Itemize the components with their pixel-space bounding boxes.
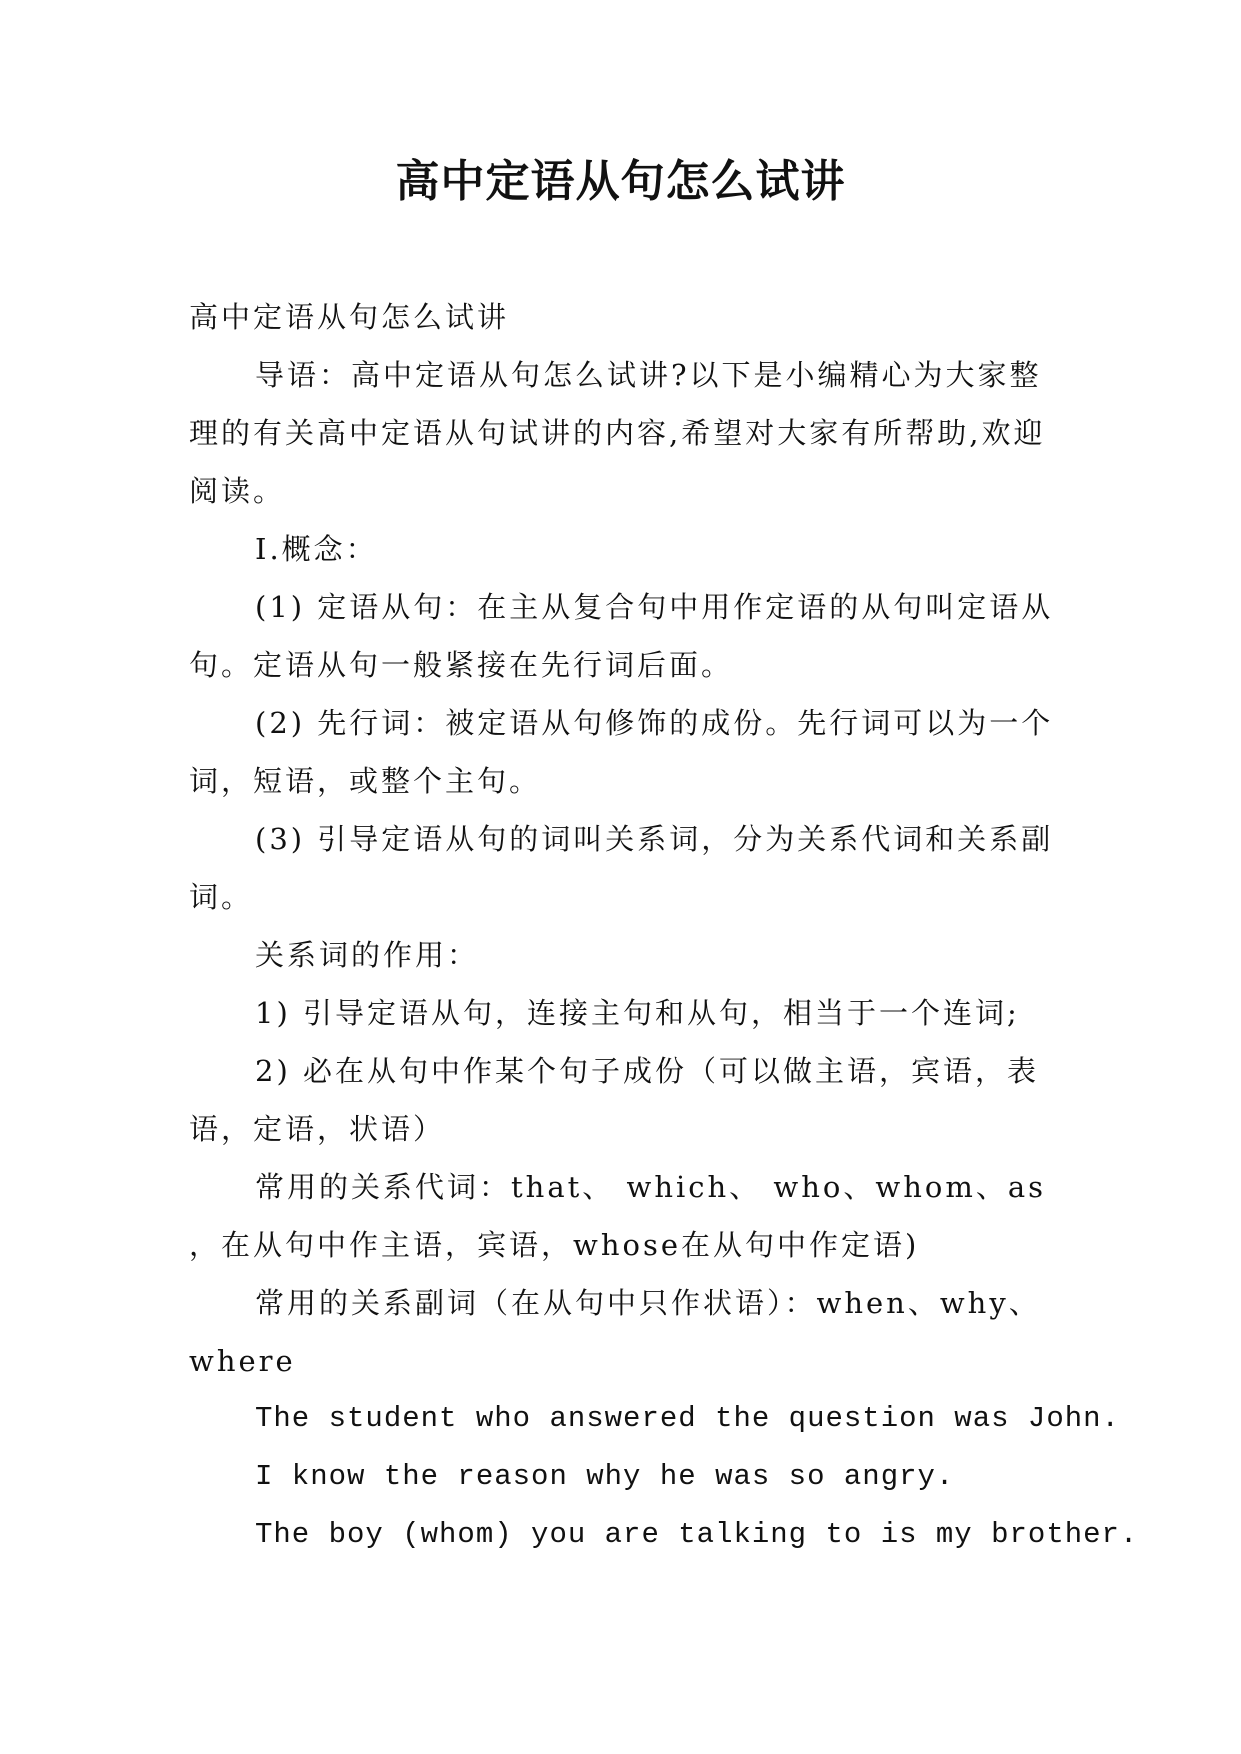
document-body	[189, 288, 1139, 1564]
paragraph-example-1: The student who answered the question was John.	[255, 1402, 1120, 1435]
paragraph-function-2: 2) 必在从句中作某个句子成份（可以做主语，宾语，表语，定语，状语）	[189, 1054, 1039, 1146]
paragraph-relative-pronouns: 常用的关系代词：that、 which、 who、whom、as ，在从句中作主语，宾语，whose在从句中作定语)	[189, 1170, 1046, 1262]
paragraph-relative-function-heading: 关系词的作用：	[255, 938, 480, 972]
paragraph-definition-3: (3) 引导定语从句的词叫关系词，分为关系代词和关系副词。	[189, 822, 1054, 914]
document-title: 高中定语从句怎么试讲	[395, 156, 846, 207]
paragraph-concept-heading: Ⅰ.概念：	[255, 532, 378, 566]
paragraph-relative-adverbs: 常用的关系副词（在从句中只作状语）：when、why、where	[189, 1286, 1041, 1378]
paragraph-definition-2: (2) 先行词：被定语从句修饰的成份。先行词可以为一个词，短语，或整个主句。	[189, 706, 1054, 798]
paragraph-definition-1: (1) 定语从句：在主从复合句中用作定语的从句叫定语从句。定语从句一般紧接在先行词后面。	[189, 590, 1054, 682]
paragraph-function-1: 1) 引导定语从句，连接主句和从句，相当于一个连词;	[255, 996, 1020, 1030]
paragraph-subtitle: 高中定语从句怎么试讲	[189, 300, 510, 334]
paragraph-intro: 导语：高中定语从句怎么试讲?以下是小编精心为大家整理的有关高中定语从句试讲的内容,希望对大家有所帮助,欢迎阅读。	[189, 358, 1046, 508]
paragraph-example-2: I know the reason why he was so angry.	[255, 1460, 955, 1493]
paragraph-example-3: The boy (whom) you are talking to is my brother.	[255, 1518, 1139, 1551]
